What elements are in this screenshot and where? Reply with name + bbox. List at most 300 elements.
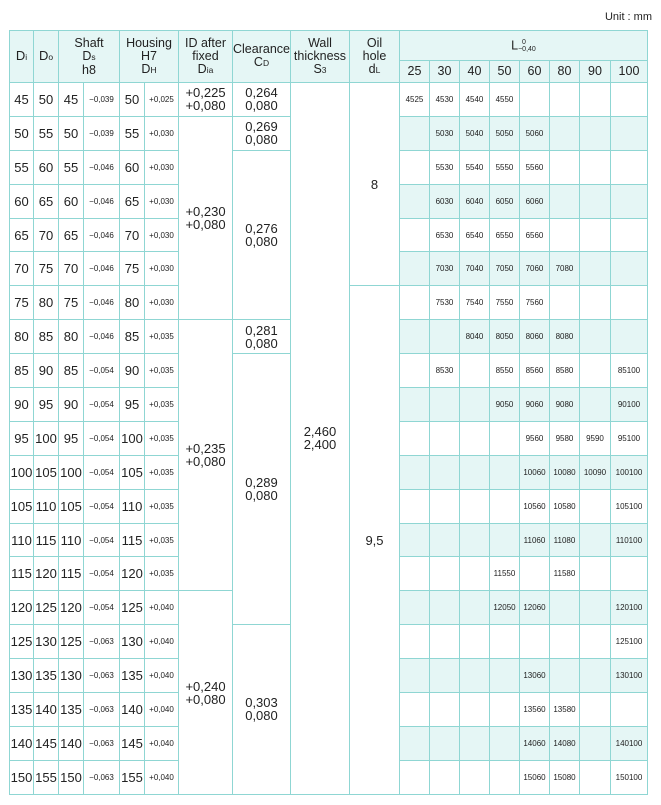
cell-length-25: [399, 455, 429, 489]
header-length-40: 40: [459, 61, 489, 83]
cell-id-after-fixed: +0,225 +0,080: [179, 83, 233, 117]
cell-length-80: [549, 184, 579, 218]
cell-di: 130: [10, 659, 34, 693]
cell-housing-tolerance: +0,035: [145, 388, 179, 422]
cell-do: 55: [34, 116, 59, 150]
cell-length-50: 7550: [489, 286, 519, 320]
cell-length-25: [399, 659, 429, 693]
cell-length-80: 11580: [549, 557, 579, 591]
cell-length-60: 8560: [519, 354, 549, 388]
cell-housing-tolerance: +0,040: [145, 693, 179, 727]
cell-length-40: [459, 693, 489, 727]
cell-length-25: [399, 354, 429, 388]
cell-length-30: 8530: [429, 354, 459, 388]
cell-do: 85: [34, 320, 59, 354]
cell-housing-dh: 75: [120, 252, 145, 286]
cell-housing-tolerance: +0,035: [145, 354, 179, 388]
cell-shaft-tolerance: −0,054: [84, 591, 120, 625]
header-wall-thickness: Wall thickness S3: [290, 31, 349, 83]
cell-shaft-ds: 80: [59, 320, 84, 354]
cell-length-40: [459, 726, 489, 760]
cell-do: 110: [34, 489, 59, 523]
cell-shaft-ds: 140: [59, 726, 84, 760]
cell-length-40: [459, 659, 489, 693]
cell-length-25: [399, 184, 429, 218]
cell-length-100: [610, 252, 647, 286]
cell-length-25: [399, 726, 429, 760]
header-length-80: 80: [549, 61, 579, 83]
header-length: L 0 −0,40: [399, 31, 647, 61]
cell-length-60: 8060: [519, 320, 549, 354]
cell-length-80: [549, 591, 579, 625]
cell-length-40: 7040: [459, 252, 489, 286]
cell-housing-dh: 130: [120, 625, 145, 659]
cell-housing-tolerance: +0,040: [145, 726, 179, 760]
header-di: Di: [10, 31, 34, 83]
cell-length-25: [399, 116, 429, 150]
cell-shaft-tolerance: −0,046: [84, 252, 120, 286]
cell-housing-dh: 90: [120, 354, 145, 388]
cell-length-60: 9060: [519, 388, 549, 422]
cell-shaft-tolerance: −0,063: [84, 693, 120, 727]
cell-housing-dh: 135: [120, 659, 145, 693]
cell-length-100: 95100: [610, 421, 647, 455]
cell-length-30: [429, 489, 459, 523]
cell-di: 65: [10, 218, 34, 252]
cell-length-100: [610, 150, 647, 184]
cell-shaft-tolerance: −0,063: [84, 760, 120, 794]
cell-di: 55: [10, 150, 34, 184]
cell-shaft-ds: 50: [59, 116, 84, 150]
cell-length-25: [399, 760, 429, 794]
cell-length-90: [579, 489, 610, 523]
cell-shaft-tolerance: −0,063: [84, 625, 120, 659]
cell-length-100: 90100: [610, 388, 647, 422]
bushing-dimension-table: [9, 30, 648, 795]
cell-length-50: 7050: [489, 252, 519, 286]
cell-do: 145: [34, 726, 59, 760]
cell-shaft-ds: 125: [59, 625, 84, 659]
cell-length-100: 100100: [610, 455, 647, 489]
cell-shaft-ds: 130: [59, 659, 84, 693]
cell-length-80: [549, 83, 579, 117]
cell-length-25: [399, 489, 429, 523]
cell-shaft-tolerance: −0,054: [84, 489, 120, 523]
cell-length-90: [579, 388, 610, 422]
cell-length-60: [519, 625, 549, 659]
cell-length-80: [549, 116, 579, 150]
cell-length-25: [399, 320, 429, 354]
cell-length-30: [429, 693, 459, 727]
cell-do: 65: [34, 184, 59, 218]
cell-di: 70: [10, 252, 34, 286]
cell-id-after-fixed: +0,230 +0,080: [179, 116, 233, 319]
cell-length-90: [579, 625, 610, 659]
cell-shaft-tolerance: −0,046: [84, 184, 120, 218]
cell-length-50: 11550: [489, 557, 519, 591]
cell-housing-dh: 70: [120, 218, 145, 252]
cell-length-50: 5050: [489, 116, 519, 150]
cell-length-50: [489, 760, 519, 794]
cell-length-40: 8040: [459, 320, 489, 354]
cell-length-25: [399, 421, 429, 455]
cell-length-50: [489, 489, 519, 523]
cell-length-100: 120100: [610, 591, 647, 625]
cell-length-90: [579, 354, 610, 388]
cell-length-90: [579, 252, 610, 286]
cell-length-25: [399, 286, 429, 320]
cell-length-25: 4525: [399, 83, 429, 117]
header-length-30: 30: [429, 61, 459, 83]
cell-length-90: 10090: [579, 455, 610, 489]
header-shaft: Shaft Ds h8: [59, 31, 120, 83]
cell-length-60: 12060: [519, 591, 549, 625]
cell-housing-dh: 55: [120, 116, 145, 150]
cell-housing-tolerance: +0,040: [145, 659, 179, 693]
cell-length-60: 14060: [519, 726, 549, 760]
cell-housing-tolerance: +0,035: [145, 455, 179, 489]
cell-shaft-ds: 150: [59, 760, 84, 794]
cell-length-60: 5560: [519, 150, 549, 184]
cell-di: 75: [10, 286, 34, 320]
cell-length-30: [429, 421, 459, 455]
cell-length-30: 6530: [429, 218, 459, 252]
cell-housing-dh: 145: [120, 726, 145, 760]
cell-length-30: [429, 760, 459, 794]
cell-do: 130: [34, 625, 59, 659]
cell-oil-hole: 9,5: [349, 286, 399, 794]
cell-length-25: [399, 218, 429, 252]
cell-length-90: 9590: [579, 421, 610, 455]
header-length-25: 25: [399, 61, 429, 83]
header-oil-hole: Oil hole dL: [349, 31, 399, 83]
cell-clearance: 0,269 0,080: [233, 116, 291, 150]
header-length-60: 60: [519, 61, 549, 83]
cell-do: 70: [34, 218, 59, 252]
cell-do: 60: [34, 150, 59, 184]
cell-length-50: 12050: [489, 591, 519, 625]
cell-di: 100: [10, 455, 34, 489]
cell-length-100: [610, 320, 647, 354]
cell-length-80: 15080: [549, 760, 579, 794]
cell-shaft-ds: 120: [59, 591, 84, 625]
cell-length-50: 4550: [489, 83, 519, 117]
cell-length-100: [610, 286, 647, 320]
cell-housing-tolerance: +0,035: [145, 489, 179, 523]
cell-housing-dh: 95: [120, 388, 145, 422]
unit-label: Unit : mm: [604, 11, 652, 23]
cell-length-30: 4530: [429, 83, 459, 117]
cell-length-100: 140100: [610, 726, 647, 760]
cell-length-80: 8080: [549, 320, 579, 354]
cell-housing-tolerance: +0,035: [145, 557, 179, 591]
cell-do: 140: [34, 693, 59, 727]
cell-clearance: 0,281 0,080: [233, 320, 291, 354]
cell-length-40: [459, 523, 489, 557]
cell-length-25: [399, 591, 429, 625]
cell-length-80: 10080: [549, 455, 579, 489]
cell-shaft-ds: 45: [59, 83, 84, 117]
cell-length-90: [579, 760, 610, 794]
cell-shaft-tolerance: −0,054: [84, 455, 120, 489]
cell-housing-tolerance: +0,025: [145, 83, 179, 117]
cell-length-90: [579, 726, 610, 760]
cell-di: 80: [10, 320, 34, 354]
header-housing: Housing H7 DH: [120, 31, 179, 83]
cell-length-30: [429, 388, 459, 422]
cell-length-40: 4540: [459, 83, 489, 117]
cell-length-90: [579, 116, 610, 150]
cell-length-40: 5540: [459, 150, 489, 184]
cell-length-80: [549, 659, 579, 693]
cell-length-90: [579, 150, 610, 184]
cell-do: 120: [34, 557, 59, 591]
cell-length-30: [429, 557, 459, 591]
cell-di: 115: [10, 557, 34, 591]
cell-length-50: [489, 455, 519, 489]
cell-housing-dh: 100: [120, 421, 145, 455]
cell-length-50: [489, 625, 519, 659]
cell-length-25: [399, 693, 429, 727]
cell-length-90: [579, 184, 610, 218]
cell-do: 135: [34, 659, 59, 693]
cell-do: 50: [34, 83, 59, 117]
cell-housing-dh: 155: [120, 760, 145, 794]
cell-do: 90: [34, 354, 59, 388]
cell-length-60: 10560: [519, 489, 549, 523]
cell-housing-tolerance: +0,030: [145, 150, 179, 184]
cell-housing-dh: 80: [120, 286, 145, 320]
cell-di: 140: [10, 726, 34, 760]
cell-clearance: 0,276 0,080: [233, 150, 291, 319]
cell-housing-dh: 60: [120, 150, 145, 184]
cell-length-30: [429, 591, 459, 625]
cell-length-30: [429, 659, 459, 693]
cell-wall-thickness: 2,460 2,400: [290, 83, 349, 795]
cell-length-40: 6040: [459, 184, 489, 218]
header-clearance: Clearance CD: [233, 31, 291, 83]
cell-length-25: [399, 523, 429, 557]
cell-housing-dh: 105: [120, 455, 145, 489]
cell-length-40: 5040: [459, 116, 489, 150]
cell-shaft-ds: 65: [59, 218, 84, 252]
cell-id-after-fixed: +0,235 +0,080: [179, 320, 233, 591]
cell-oil-hole: 8: [349, 83, 399, 286]
cell-length-80: 10580: [549, 489, 579, 523]
cell-length-30: 7530: [429, 286, 459, 320]
cell-shaft-tolerance: −0,054: [84, 388, 120, 422]
cell-shaft-tolerance: −0,054: [84, 557, 120, 591]
header-length-50: 50: [489, 61, 519, 83]
cell-length-100: [610, 218, 647, 252]
cell-length-80: 13580: [549, 693, 579, 727]
cell-length-60: 13060: [519, 659, 549, 693]
cell-length-100: [610, 83, 647, 117]
cell-length-50: 6550: [489, 218, 519, 252]
cell-shaft-ds: 105: [59, 489, 84, 523]
cell-length-25: [399, 625, 429, 659]
cell-length-80: [549, 625, 579, 659]
cell-length-100: 110100: [610, 523, 647, 557]
cell-length-50: 6050: [489, 184, 519, 218]
cell-di: 135: [10, 693, 34, 727]
cell-length-40: 7540: [459, 286, 489, 320]
cell-shaft-ds: 55: [59, 150, 84, 184]
cell-length-90: [579, 557, 610, 591]
cell-di: 120: [10, 591, 34, 625]
cell-length-50: [489, 693, 519, 727]
cell-length-90: [579, 286, 610, 320]
cell-length-60: 13560: [519, 693, 549, 727]
header-do: Do: [34, 31, 59, 83]
cell-length-30: [429, 726, 459, 760]
cell-length-60: [519, 83, 549, 117]
cell-length-40: [459, 354, 489, 388]
cell-shaft-ds: 110: [59, 523, 84, 557]
cell-clearance: 0,289 0,080: [233, 354, 291, 625]
cell-length-60: 6060: [519, 184, 549, 218]
cell-length-40: [459, 625, 489, 659]
cell-length-40: [459, 760, 489, 794]
cell-housing-tolerance: +0,030: [145, 184, 179, 218]
cell-housing-dh: 125: [120, 591, 145, 625]
cell-length-25: [399, 252, 429, 286]
cell-di: 50: [10, 116, 34, 150]
cell-clearance: 0,303 0,080: [233, 625, 291, 794]
cell-shaft-ds: 75: [59, 286, 84, 320]
cell-length-30: [429, 320, 459, 354]
cell-length-50: 9050: [489, 388, 519, 422]
cell-length-90: [579, 659, 610, 693]
cell-housing-dh: 50: [120, 83, 145, 117]
cell-length-25: [399, 388, 429, 422]
cell-length-30: 5530: [429, 150, 459, 184]
cell-shaft-tolerance: −0,054: [84, 354, 120, 388]
cell-di: 85: [10, 354, 34, 388]
cell-housing-dh: 85: [120, 320, 145, 354]
cell-length-100: 125100: [610, 625, 647, 659]
cell-length-80: [549, 218, 579, 252]
cell-length-90: [579, 693, 610, 727]
cell-shaft-tolerance: −0,046: [84, 150, 120, 184]
cell-shaft-tolerance: −0,046: [84, 218, 120, 252]
cell-length-80: 11080: [549, 523, 579, 557]
cell-length-60: 10060: [519, 455, 549, 489]
cell-length-90: [579, 218, 610, 252]
cell-shaft-ds: 135: [59, 693, 84, 727]
cell-shaft-ds: 85: [59, 354, 84, 388]
cell-di: 110: [10, 523, 34, 557]
cell-length-40: [459, 489, 489, 523]
cell-length-60: 9560: [519, 421, 549, 455]
cell-length-40: [459, 591, 489, 625]
cell-shaft-tolerance: −0,063: [84, 726, 120, 760]
cell-housing-tolerance: +0,040: [145, 625, 179, 659]
cell-length-60: 5060: [519, 116, 549, 150]
cell-shaft-tolerance: −0,054: [84, 421, 120, 455]
cell-length-50: 8550: [489, 354, 519, 388]
cell-length-40: [459, 388, 489, 422]
cell-length-100: 85100: [610, 354, 647, 388]
cell-housing-tolerance: +0,030: [145, 252, 179, 286]
cell-housing-tolerance: +0,040: [145, 591, 179, 625]
cell-length-80: 8580: [549, 354, 579, 388]
cell-length-90: [579, 591, 610, 625]
cell-di: 150: [10, 760, 34, 794]
cell-length-30: 7030: [429, 252, 459, 286]
cell-di: 90: [10, 388, 34, 422]
cell-length-100: 105100: [610, 489, 647, 523]
header-length-100: 100: [610, 61, 647, 83]
cell-length-25: [399, 150, 429, 184]
cell-housing-tolerance: +0,035: [145, 320, 179, 354]
cell-di: 95: [10, 421, 34, 455]
cell-length-90: [579, 523, 610, 557]
cell-do: 105: [34, 455, 59, 489]
cell-housing-tolerance: +0,030: [145, 286, 179, 320]
cell-do: 125: [34, 591, 59, 625]
cell-length-100: 130100: [610, 659, 647, 693]
cell-do: 95: [34, 388, 59, 422]
cell-shaft-ds: 115: [59, 557, 84, 591]
cell-length-80: 9080: [549, 388, 579, 422]
cell-shaft-tolerance: −0,039: [84, 83, 120, 117]
cell-length-60: [519, 557, 549, 591]
cell-housing-dh: 110: [120, 489, 145, 523]
cell-housing-tolerance: +0,030: [145, 218, 179, 252]
cell-clearance: 0,264 0,080: [233, 83, 291, 117]
cell-shaft-tolerance: −0,046: [84, 320, 120, 354]
cell-di: 105: [10, 489, 34, 523]
cell-length-50: [489, 726, 519, 760]
cell-length-60: 11060: [519, 523, 549, 557]
cell-length-30: [429, 625, 459, 659]
header-id-after-fixed: ID after fixed Dia: [179, 31, 233, 83]
cell-do: 100: [34, 421, 59, 455]
cell-di: 45: [10, 83, 34, 117]
cell-shaft-tolerance: −0,039: [84, 116, 120, 150]
cell-housing-dh: 140: [120, 693, 145, 727]
cell-shaft-tolerance: −0,046: [84, 286, 120, 320]
header-length-90: 90: [579, 61, 610, 83]
cell-shaft-ds: 90: [59, 388, 84, 422]
cell-length-30: [429, 523, 459, 557]
cell-length-60: 7560: [519, 286, 549, 320]
cell-length-100: [610, 557, 647, 591]
cell-housing-dh: 120: [120, 557, 145, 591]
cell-length-30: [429, 455, 459, 489]
cell-length-60: 7060: [519, 252, 549, 286]
cell-length-100: [610, 184, 647, 218]
cell-id-after-fixed: +0,240 +0,080: [179, 591, 233, 794]
cell-length-50: [489, 659, 519, 693]
cell-housing-dh: 65: [120, 184, 145, 218]
cell-length-80: [549, 150, 579, 184]
cell-length-100: [610, 116, 647, 150]
cell-length-60: 15060: [519, 760, 549, 794]
table-row: [10, 83, 648, 117]
cell-shaft-ds: 60: [59, 184, 84, 218]
cell-length-80: 9580: [549, 421, 579, 455]
cell-do: 80: [34, 286, 59, 320]
cell-length-50: 8050: [489, 320, 519, 354]
cell-length-25: [399, 557, 429, 591]
cell-length-100: 150100: [610, 760, 647, 794]
cell-shaft-ds: 100: [59, 455, 84, 489]
cell-length-80: 14080: [549, 726, 579, 760]
cell-length-40: [459, 557, 489, 591]
cell-shaft-ds: 95: [59, 421, 84, 455]
